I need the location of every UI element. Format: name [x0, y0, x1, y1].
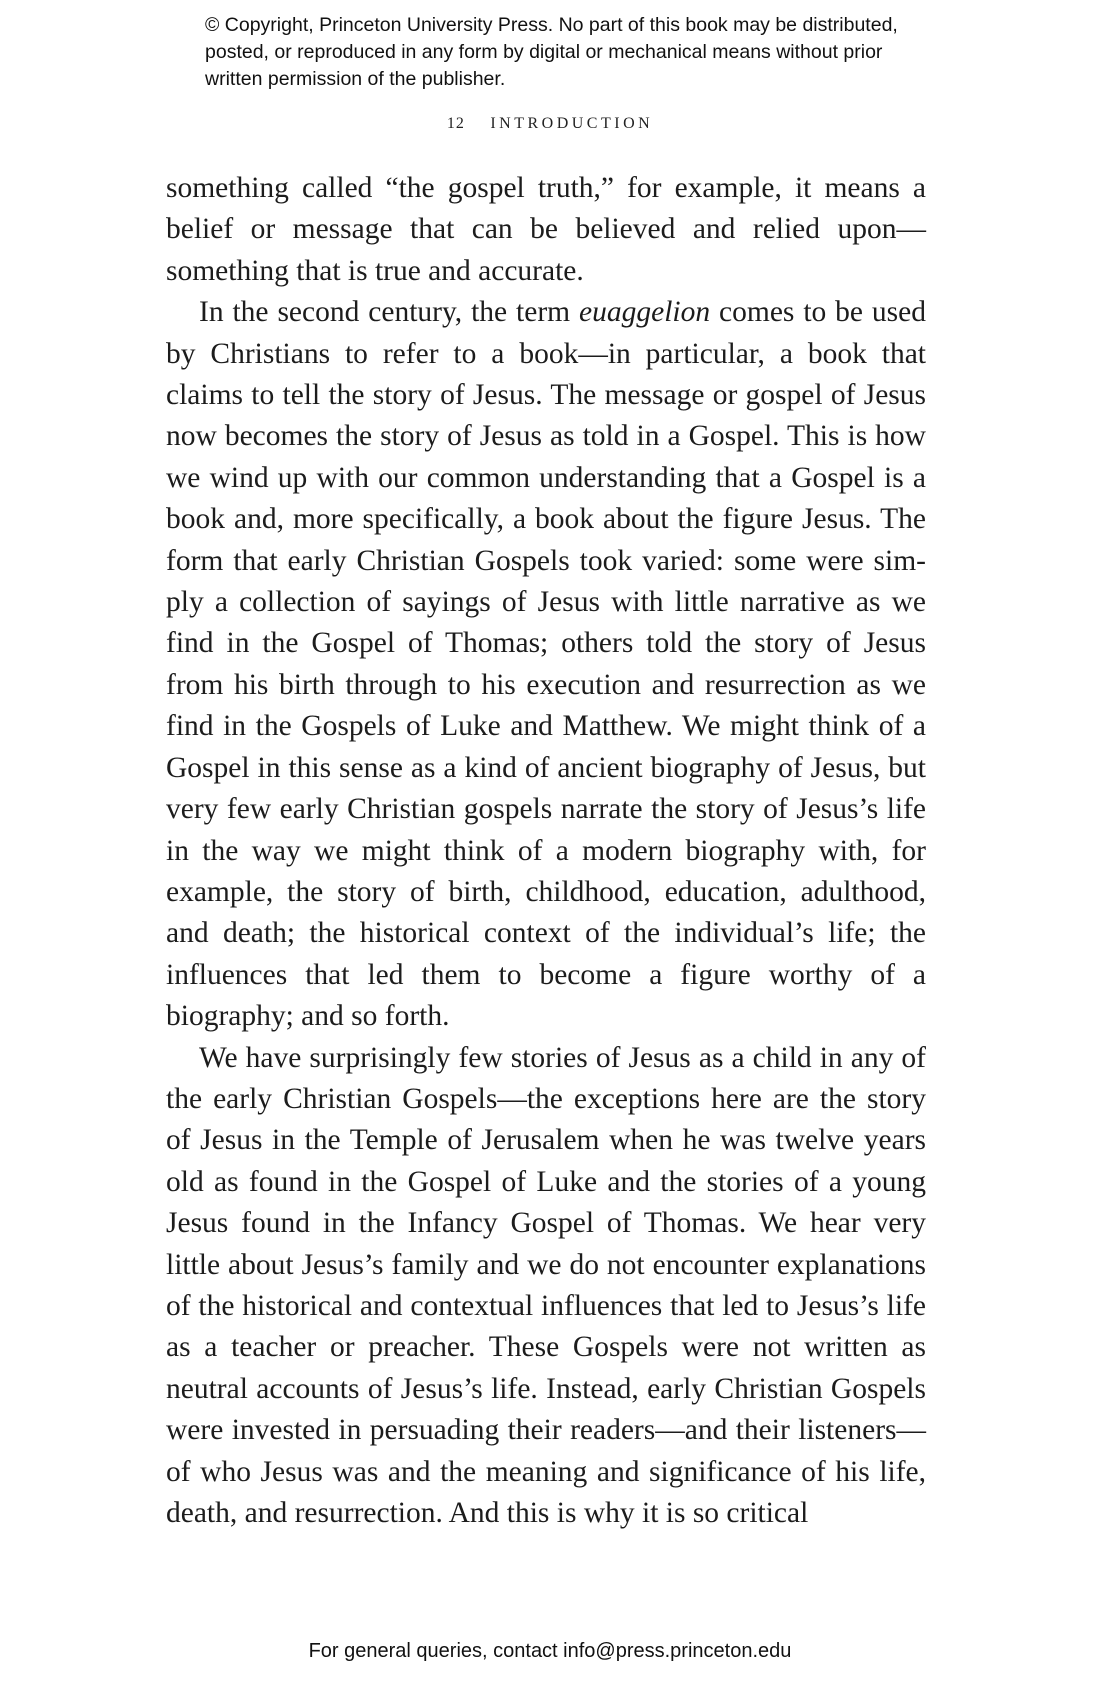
paragraph-1: something called “the gospel truth,” for example, it means a belief or message that can be believed and relied upon—something that is true and accurate. — [166, 172, 926, 287]
contact-footer: For general queries, contact info@press.princeton.edu — [308, 1640, 792, 1662]
copyright-notice: © Copyright, Princeton University Press. No part of this book may be distributed, posted, or reproduced in any form by digital or mechanical means without prior written permission of the publisher. — [205, 14, 898, 90]
running-title: INTRODUCTION — [490, 115, 654, 132]
page-number: 12 — [446, 115, 465, 132]
paragraph-2-after: comes to be used by Christians to refer to a book—in particular, a book that claims to tell the story of Jesus. The message or gospel of Jesus now becomes the story of Jesus as told in a Gospel. This is how we wind up with our common understanding that a Gospel is a book and, more specifically, a book about the figure Jesus. The form that early Christian Gospels took varied: some were simply a collection of sayings of Jesus with little narrative as we find in the Gospel of Thomas; others told the story of Jesus from his birth through to his execution and resurrection as we find in the Gospels of Luke and Matthew. We might think of a Gospel in this sense as a kind of ancient biography of Jesus, but very few early Christian gospels narrate the story of Jesus’s life in the way we might think of a modern biography with, for example, the story of birth, childhood, education, adulthood, and death; the historical context of the individual’s life; the influences that led them to become a figure worthy of a biography; and so forth. — [166, 296, 927, 1033]
paragraph-2 — [166, 292, 926, 1037]
paragraph-3: We have surprisingly few stories of Jesus as a child in any of the early Christian Gospels—the exceptions here are the story of Jesus in the Temple of Jerusalem when he was twelve years old as found in the Gospel of Luke and the stories of a young Jesus found in the Infancy Gospel of Thomas. We hear very little about Jesus’s family and we do not encounter explanations of the historical and contextual influences that led to Jesus’s life as a teacher or preacher. These Gospels were not written as neutral accounts of Jesus’s life. Instead, early Christian Gospels were invested in persuading their readers—and their listeners—of who Jesus was and the meaning and significance of his life, death, and resurrection. And this is why it is so critical — [166, 1041, 926, 1529]
body-text — [166, 168, 926, 1534]
running-head — [0, 115, 1100, 133]
paragraph-2-before: In the second century, the term — [199, 296, 580, 329]
italic-term: euaggelion — [579, 296, 711, 329]
